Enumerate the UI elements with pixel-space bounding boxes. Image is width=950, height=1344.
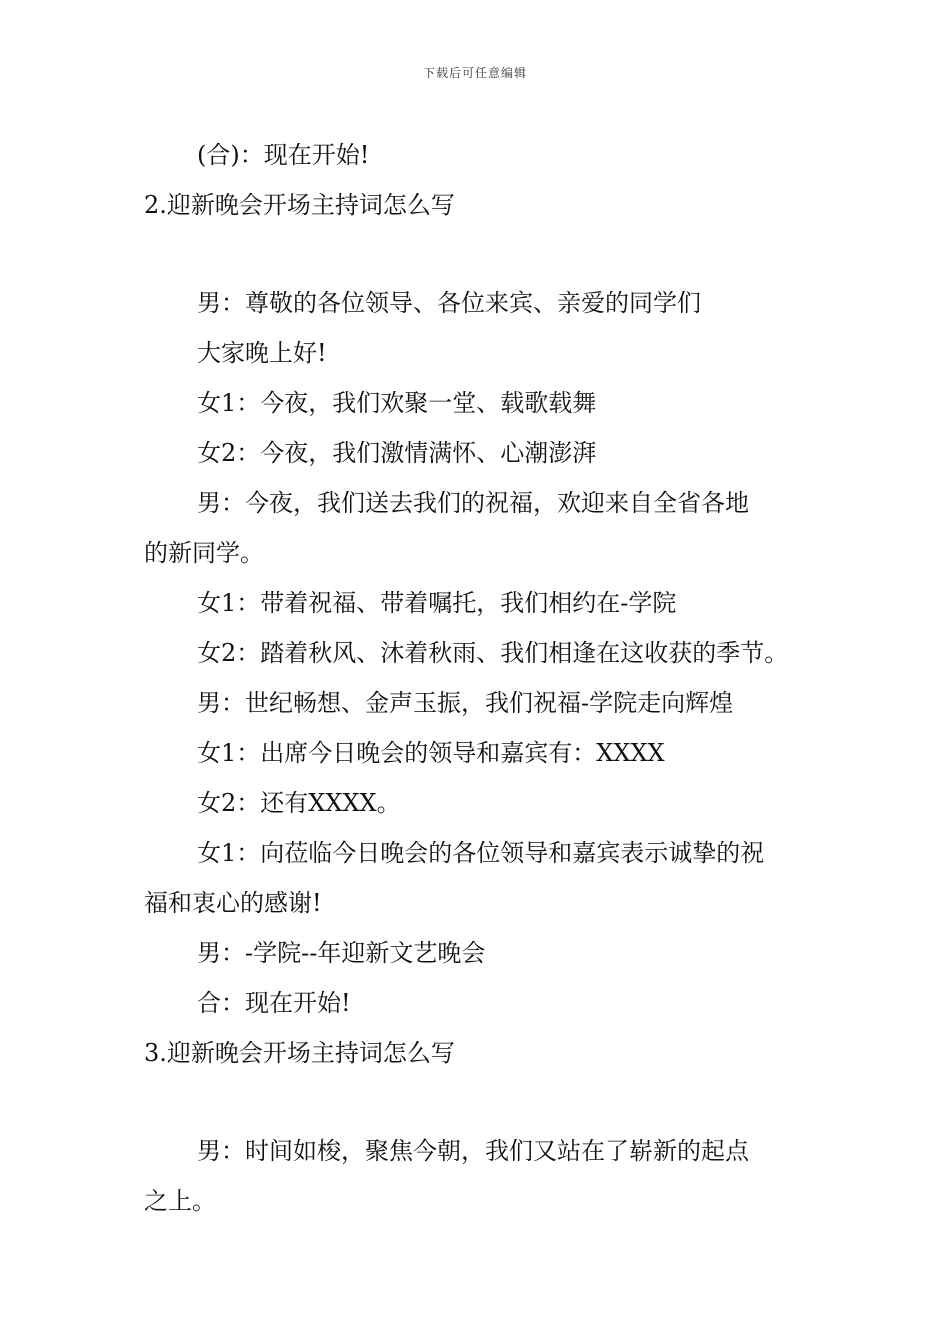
- document-body: [144, 130, 814, 1226]
- section-heading: 3.迎新晚会开场主持词怎么写: [144, 1039, 455, 1067]
- paragraph-line: 男：今夜，我们送去我们的祝福，欢迎来自全省各地: [197, 489, 749, 517]
- paragraph-line-continuation: 的新同学。: [144, 539, 264, 567]
- paragraph-line: 男：世纪畅想、金声玉振，我们祝福-学院走向辉煌: [197, 689, 734, 717]
- paragraph-line: 女1：今夜，我们欢聚一堂、载歌载舞: [197, 389, 597, 417]
- paragraph-line: (合)：现在开始!: [197, 141, 370, 169]
- paragraph-line: 合：现在开始!: [197, 989, 351, 1017]
- paragraph-line: 女1：向莅临今日晚会的各位领导和嘉宾表示诚挚的祝: [197, 839, 765, 867]
- page-header: 下载后可任意编辑: [422, 66, 527, 80]
- paragraph-line: 女1：出席今日晚会的领导和嘉宾有：XXXX: [197, 739, 665, 767]
- section-heading: 2.迎新晚会开场主持词怎么写: [144, 191, 455, 219]
- paragraph-line: 大家晚上好!: [197, 339, 327, 367]
- paragraph-line: 男：时间如梭，聚焦今朝，我们又站在了崭新的起点: [197, 1137, 749, 1165]
- paragraph-line: 女2：今夜，我们激情满怀、心潮澎湃: [197, 439, 597, 467]
- paragraph-line: 女2：还有XXXX。: [197, 789, 401, 817]
- paragraph-line: 女1：带着祝福、带着嘱托，我们相约在-学院: [197, 589, 677, 617]
- paragraph-line-continuation: 之上。: [144, 1187, 216, 1215]
- blank-line: [144, 1078, 814, 1126]
- paragraph-line: 男：-学院--年迎新文艺晚会: [197, 939, 486, 967]
- blank-line: [144, 230, 814, 278]
- paragraph-line: 男：尊敬的各位领导、各位来宾、亲爱的同学们: [197, 289, 701, 317]
- paragraph-line: 女2：踏着秋风、沐着秋雨、我们相逢在这收获的季节。: [197, 639, 789, 667]
- paragraph-line-continuation: 福和衷心的感谢!: [144, 889, 322, 917]
